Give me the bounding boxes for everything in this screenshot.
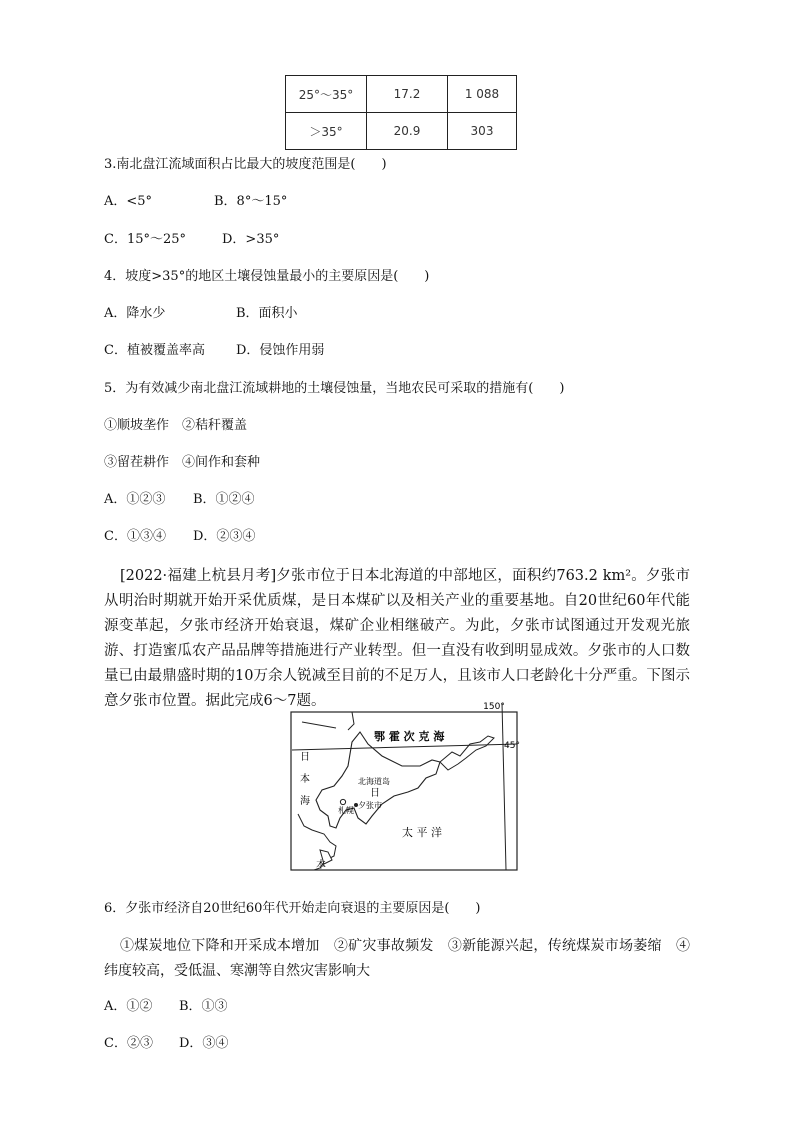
q4-stem: 4．坡度>35°的地区土壤侵蚀量最小的主要原因是( ): [104, 269, 430, 284]
q4-option-c: C．植被覆盖率高: [104, 343, 205, 358]
kuril-islands: [440, 736, 494, 770]
table-cell: 25°～35°: [286, 76, 367, 113]
lon-label: 150°: [483, 702, 505, 712]
passage-text: [2022·福建上杭县月考]夕张市位于日本北海道的中部地区，面积约763.2 km²。夕张市从明治时期就开始开采优质煤，是日本煤矿以及相关产业的重要基地。自20世纪60年代能源变革起，夕张市经济开始衰退，煤矿企业相继破产。为此，夕张市试图通过开发观光旅游、打造蜜瓜农产品品牌等措施进行产业转型。但一直没有收到明显成效。夕张市的人口数量已由最鼎盛时期的10万余人锐减至目前的不足万人，且该市人口老龄化十分严重。下图示意夕张市位置。据此完成6～7题。: [104, 568, 690, 709]
q3-option-c: C．15°～25°: [104, 232, 187, 247]
japan-label: 日: [370, 788, 380, 799]
sapporo-marker: [340, 799, 345, 804]
q4-option-b: B．面积小: [236, 306, 298, 321]
yubari-label: 夕张市: [358, 801, 382, 810]
q3-stem: 3.南北盘江流域面积占比最大的坡度范围是( ): [104, 157, 387, 172]
q6-option-c: C．②③: [104, 1036, 153, 1051]
table-cell: 303: [448, 113, 517, 150]
sea-japan-label-3: 海: [300, 796, 310, 807]
table-cell: ＞35°: [286, 113, 367, 150]
yubari-location-map: [290, 700, 522, 872]
table-cell: 1 088: [448, 76, 517, 113]
q5-option-a: A．①②③: [104, 492, 166, 507]
slope-table: [285, 75, 517, 150]
pacific-label: 太 平 洋: [402, 826, 442, 839]
q3-option-d: D．>35°: [222, 232, 280, 247]
hokkaido-label: 北海道岛: [358, 777, 390, 786]
table-cell: 17.2: [367, 76, 448, 113]
q6-option-a: A．①②: [104, 999, 153, 1014]
coast-line: [302, 722, 336, 728]
q5-option-c: C．①③④: [104, 529, 166, 544]
q5-option-b: B．①②④: [193, 492, 255, 507]
q4-option-a: A．降水少: [104, 306, 166, 321]
q6-stem: 6．夕张市经济自20世纪60年代开始走向衰退的主要原因是( ): [104, 901, 481, 916]
q6-option-d: D．③④: [179, 1036, 229, 1051]
sakhalin-coast: [348, 712, 354, 730]
table-row: [286, 113, 517, 150]
lat-label: 45°: [504, 741, 520, 751]
q3-option-a: A．<5°: [104, 194, 153, 209]
q5-statements-2: ③留茬耕作 ④间作和套种: [104, 455, 261, 470]
q3-option-b: B．8°～15°: [214, 194, 288, 209]
q4-option-d: D．侵蚀作用弱: [236, 343, 325, 358]
table-row: [286, 76, 517, 113]
q5-statements-1: ①顺坡垄作 ②秸秆覆盖: [104, 418, 248, 433]
sea-okhotsk-label: 鄂 霍 次 克 海: [374, 730, 445, 743]
q6-option-b: B．①③: [179, 999, 228, 1014]
sea-japan-label-1: 日: [300, 752, 310, 763]
table-cell: 20.9: [367, 113, 448, 150]
q5-option-d: D．②③④: [193, 529, 256, 544]
sapporo-label: 札幌: [338, 806, 354, 815]
longitude-line: [502, 703, 506, 870]
honshu-label: 本: [316, 860, 326, 871]
q5-stem: 5．为有效减少南北盘江流域耕地的土壤侵蚀量，当地农民可采取的措施有( ): [104, 381, 565, 396]
q6-statements: ①煤炭地位下降和开采成本增加 ②矿灾事故频发 ③新能源兴起，传统煤炭市场萎缩 ④纬度较高，受低温、寒潮等自然灾害影响大: [104, 938, 690, 979]
sea-japan-label-2: 本: [300, 774, 310, 785]
